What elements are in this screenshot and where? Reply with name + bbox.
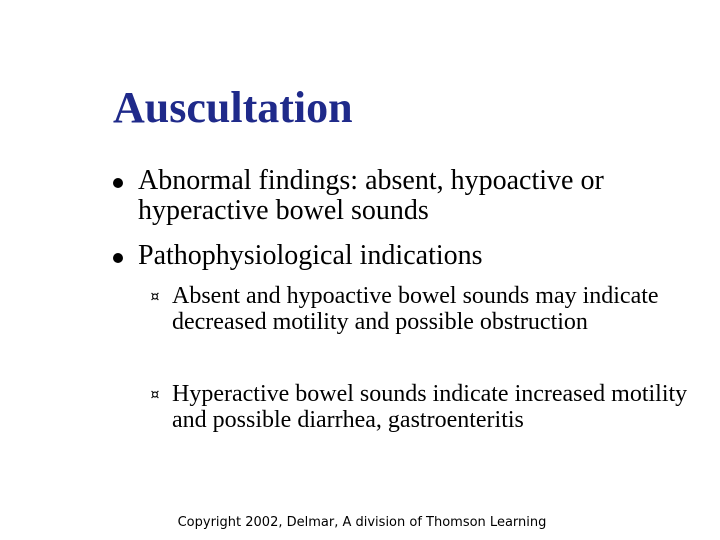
bullet-item: Abnormal findings: absent, hypoactive or hyperactive bowel sounds — [138, 165, 604, 226]
copyright-footer — [0, 514, 720, 532]
bullet-dot-icon — [113, 253, 123, 263]
sub-bullet-item: Hyperactive bowel sounds indicate increased motility and possible diarrhea, gastroenteritis — [172, 381, 688, 433]
bullet-item: Pathophysiological indications — [138, 240, 483, 271]
sub-bullet-circle-icon: ¤ — [150, 289, 160, 305]
sub-bullet-item: Absent and hypoactive bowel sounds may indicate decreased motility and possible obstruction — [172, 283, 659, 335]
slide-title: Auscultation — [113, 83, 353, 132]
bullet-dot-icon — [113, 178, 123, 188]
sub-bullet-circle-icon: ¤ — [150, 387, 160, 403]
footer-text: Copyright 2002, Delmar, A division of Thomson Learning — [177, 515, 547, 530]
